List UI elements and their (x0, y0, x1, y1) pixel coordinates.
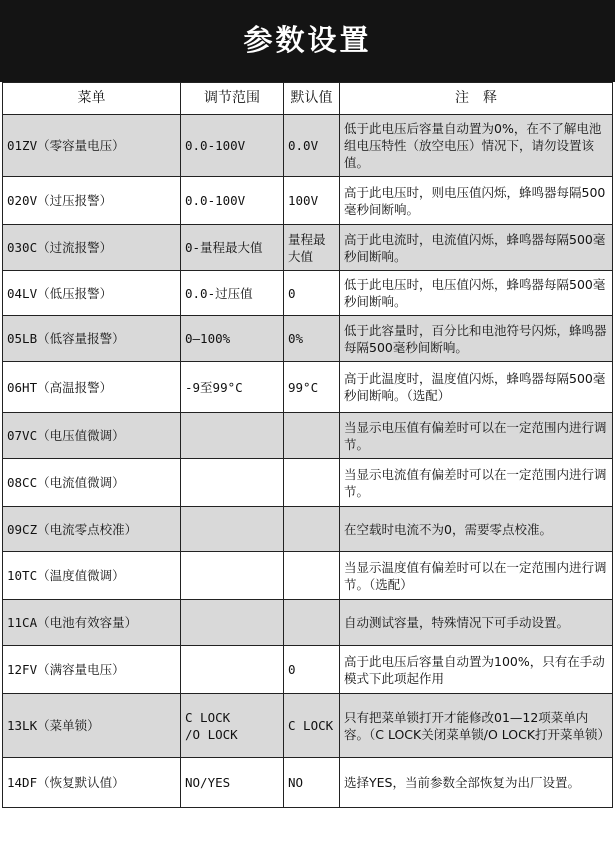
range-cell: 0.0-过压值 (181, 271, 284, 316)
note-cell: 当显示电压值有偏差时可以在一定范围内进行调节。 (340, 413, 613, 459)
range-cell: NO/YES (181, 758, 284, 808)
menu-cell: 06HT（高温报警） (3, 362, 181, 413)
menu-cell: 05LB（低容量报警） (3, 316, 181, 362)
table-header-row (3, 83, 613, 115)
table-row (3, 552, 613, 600)
table-row (3, 225, 613, 271)
menu-cell: 14DF（恢复默认值） (3, 758, 181, 808)
note-cell: 在空载时电流不为0，需要零点校准。 (340, 507, 613, 552)
default-cell: 99°C (284, 362, 340, 413)
range-cell (181, 413, 284, 459)
table-row (3, 694, 613, 758)
note-cell: 当显示电流值有偏差时可以在一定范围内进行调节。 (340, 459, 613, 507)
table-row (3, 646, 613, 694)
default-cell: 0% (284, 316, 340, 362)
table-row (3, 115, 613, 177)
note-cell: 只有把菜单锁打开才能修改01—12项菜单内容。（C LOCK关闭菜单锁/O LOCK打开菜单锁） (340, 694, 613, 758)
note-cell: 低于此容量时，百分比和电池符号闪烁，蜂鸣器每隔500毫秒间断响。 (340, 316, 613, 362)
table-row (3, 459, 613, 507)
range-cell: 0-量程最大值 (181, 225, 284, 271)
table-row (3, 177, 613, 225)
range-cell (181, 600, 284, 646)
note-cell: 自动测试容量，特殊情况下可手动设置。 (340, 600, 613, 646)
note-cell: 低于此电压时，电压值闪烁，蜂鸣器每隔500毫秒间断响。 (340, 271, 613, 316)
page-title: 参数设置 (243, 23, 372, 57)
table-row (3, 316, 613, 362)
menu-cell: 12FV（满容量电压） (3, 646, 181, 694)
menu-cell: 08CC（电流值微调） (3, 459, 181, 507)
menu-cell: 11CA（电池有效容量） (3, 600, 181, 646)
header-range: 调节范围 (181, 83, 284, 115)
table-row (3, 271, 613, 316)
menu-cell: 04LV（低压报警） (3, 271, 181, 316)
menu-cell: 13LK（菜单锁） (3, 694, 181, 758)
default-cell: 0.0V (284, 115, 340, 177)
default-cell: 0 (284, 271, 340, 316)
range-cell: C LOCK /O LOCK (181, 694, 284, 758)
table-row (3, 600, 613, 646)
menu-cell: 09CZ（电流零点校准） (3, 507, 181, 552)
default-cell (284, 552, 340, 600)
note-cell: 高于此电压后容量自动置为100%，只有在手动模式下此项起作用 (340, 646, 613, 694)
default-cell: C LOCK (284, 694, 340, 758)
note-cell: 高于此电压时，则电压值闪烁，蜂鸣器每隔500毫秒间断响。 (340, 177, 613, 225)
header-menu: 菜单 (3, 83, 181, 115)
default-cell: NO (284, 758, 340, 808)
note-cell: 低于此电压后容量自动置为0%，在不了解电池组电压特性（放空电压）情况下，请勿设置该值。 (340, 115, 613, 177)
menu-cell: 01ZV（零容量电压） (3, 115, 181, 177)
range-cell: 0.0-100V (181, 115, 284, 177)
default-cell (284, 459, 340, 507)
note-cell: 高于此电流时，电流值闪烁，蜂鸣器每隔500毫秒间断响。 (340, 225, 613, 271)
menu-cell: 10TC（温度值微调） (3, 552, 181, 600)
default-cell: 100V (284, 177, 340, 225)
table-row (3, 413, 613, 459)
range-cell (181, 459, 284, 507)
range-cell (181, 552, 284, 600)
menu-cell: 030C（过流报警） (3, 225, 181, 271)
range-cell: -9至99°C (181, 362, 284, 413)
range-cell (181, 507, 284, 552)
note-cell: 当显示温度值有偏差时可以在一定范围内进行调节。（选配） (340, 552, 613, 600)
note-cell: 选择YES，当前参数全部恢复为出厂设置。 (340, 758, 613, 808)
table-row (3, 758, 613, 808)
menu-cell: 07VC（电压值微调） (3, 413, 181, 459)
note-cell: 高于此温度时，温度值闪烁，蜂鸣器每隔500毫秒间断响。（选配） (340, 362, 613, 413)
default-cell (284, 413, 340, 459)
default-cell (284, 600, 340, 646)
default-cell (284, 507, 340, 552)
menu-cell: 020V（过压报警） (3, 177, 181, 225)
table-row (3, 507, 613, 552)
table-row (3, 362, 613, 413)
range-cell: 0.0-100V (181, 177, 284, 225)
range-cell: 0—100% (181, 316, 284, 362)
header-note: 注 释 (340, 83, 613, 115)
parameter-table (2, 82, 613, 808)
default-cell: 0 (284, 646, 340, 694)
default-cell: 量程最大值 (284, 225, 340, 271)
range-cell (181, 646, 284, 694)
header-default: 默认值 (284, 83, 340, 115)
title-banner (0, 0, 615, 82)
